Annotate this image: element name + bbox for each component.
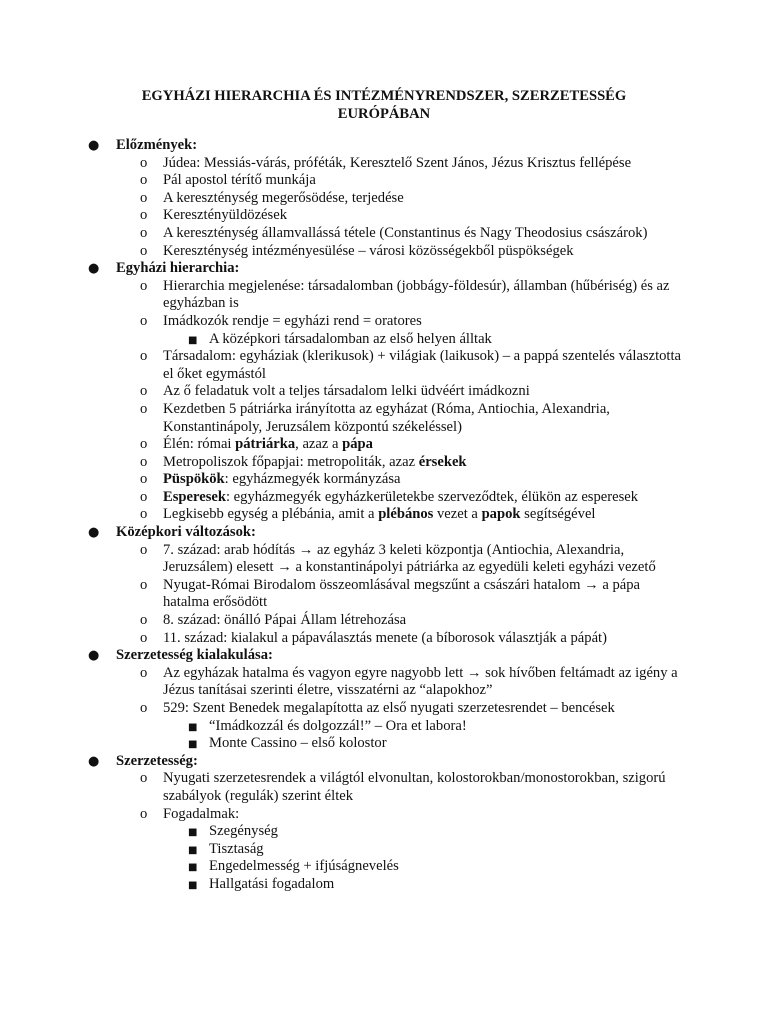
sub-item-text: Tisztaság	[209, 840, 264, 857]
list-item	[0, 577, 683, 612]
bullet-marker: ●	[88, 261, 100, 277]
bullet-marker: o	[140, 612, 148, 629]
item-text: Hierarchia megjelenése: társadalomban (jobbágy-földesúr), államban (hűbériség) és az egyházban is	[163, 277, 670, 312]
item-text: Metropoliszok főpapjai: metropoliták, azaz	[163, 453, 419, 470]
item-text: A kereszténység államvallássá tétele (Constantinus és Nagy Theodosius császárok)	[163, 224, 648, 241]
list-item	[0, 542, 683, 577]
item-text: Esperesek	[163, 488, 226, 505]
section-heading-text: Egyházi hierarchia:	[116, 260, 240, 277]
sub-item-text: A középkori társadalomban az első helyen álltak	[209, 330, 492, 347]
bullet-marker: ■	[188, 844, 198, 856]
bullet-marker: o	[140, 770, 148, 787]
list-item	[0, 489, 683, 507]
bullet-marker: o	[140, 172, 148, 189]
item-text: pátriárka	[235, 436, 296, 453]
bullet-marker: ■	[188, 721, 198, 733]
item-text: : egyházmegyék kormányzása	[224, 471, 401, 488]
bullet-marker: o	[140, 224, 148, 241]
bullet-marker: o	[140, 453, 148, 470]
bullet-marker: o	[140, 400, 148, 417]
bullet-marker: o	[140, 700, 148, 716]
sub-list-item	[0, 876, 679, 894]
item-text: papok	[481, 506, 521, 523]
list-item	[0, 401, 683, 436]
item-text: 7. század: arab hódítás → az egyház 3 keleti központja (Antiochia, Alexandria, Jeruzsálem) elesett → a konstantinápolyi pátriárka az egyedüli keleti egyházi vezető	[163, 541, 656, 576]
bullet-marker: o	[140, 189, 148, 206]
bullet-marker: o	[140, 312, 148, 329]
bullet-marker: ●	[88, 138, 100, 153]
bullet-marker: ●	[88, 648, 100, 664]
bullet-marker: o	[140, 207, 148, 224]
bullet-marker: o	[140, 664, 148, 681]
item-text: Püspökök	[163, 471, 225, 488]
sub-item-text: Hallgatási fogadalom	[209, 875, 335, 892]
sub-list-item	[0, 841, 679, 859]
item-text: Az egyházak hatalma és vagyon egyre nagyobb lett → sok hívőben feltámadt az igény a Jézus tanításai szerinti életre, visszatérni az “alapokhoz”	[163, 664, 678, 699]
list-item	[0, 436, 683, 454]
list-item	[0, 348, 683, 383]
item-text: , azaz a	[295, 436, 343, 453]
item-text: Kezdetben 5 pátriárka irányította az egyházat (Róma, Antiochia, Alexandria, Konstantinápoly, Jeruzsálem központú székeléssel)	[163, 400, 610, 435]
list-item	[0, 700, 683, 718]
sub-item-text: “Imádkozzál és dolgozzál!” – Ora et labora!	[209, 717, 467, 734]
list-item	[0, 630, 683, 648]
item-text: Legkisebb egység a plébánia, amit a	[163, 506, 379, 523]
item-text: : egyházmegyék egyházkerületekbe szerveződtek, élükön az esperesek	[225, 488, 639, 505]
list-item	[0, 313, 683, 331]
item-text: vezet a	[433, 506, 482, 523]
item-text: plébános	[378, 506, 434, 523]
item-text: Kereszténység intézményesülése – városi közösségekből püspökségek	[163, 242, 574, 259]
document-title: EGYHÁZI HIERARCHIA ÉS INTÉZMÉNYRENDSZER, SZERZETESSÉG EURÓPÁBAN	[141, 88, 627, 122]
bullet-marker: ●	[88, 525, 100, 541]
list-item	[0, 770, 683, 805]
bullet-marker: ■	[188, 862, 198, 874]
sub-list-item	[0, 718, 679, 736]
list-item	[0, 471, 683, 489]
section-heading	[0, 260, 676, 278]
sub-item-text: Engedelmesség + ifjúságnevelés	[209, 858, 399, 875]
item-text: A kereszténység megerősödése, terjedése	[163, 189, 404, 206]
item-text: Élén: római	[163, 436, 236, 453]
item-text: Nyugati szerzetesrendek a világtól elvonultan, kolostorokban/monostorokban, szigorú szabályok (regulák) szerint éltek	[163, 770, 666, 804]
item-text: Fogadalmak:	[163, 805, 240, 822]
list-item	[0, 172, 683, 190]
item-text: Júdea: Messiás-várás, próféták, Keresztelő Szent János, Jézus Krisztus fellépése	[163, 154, 632, 171]
item-text: 8. század: önálló Pápai Állam létrehozása	[163, 612, 407, 629]
item-text: Imádkozók rendje = egyházi rend = oratores	[163, 312, 422, 329]
item-text: segítségével	[520, 506, 596, 523]
item-text: pápa	[342, 436, 373, 453]
list-item	[0, 612, 683, 630]
sub-item-text: Szegénység	[209, 823, 278, 840]
item-text: Az ő feladatuk volt a teljes társadalom lelki üdvéért imádkozni	[163, 383, 530, 400]
section-heading-text: Középkori változások:	[116, 524, 256, 541]
section-heading	[0, 753, 676, 771]
item-text: Keresztényüldözések	[163, 207, 287, 224]
bullet-marker: o	[140, 541, 148, 558]
bullet-marker: o	[140, 471, 148, 488]
item-text: Pál apostol térítő munkája	[163, 172, 316, 189]
bullet-marker: o	[140, 805, 148, 822]
section-heading-text: Szerzetesség:	[116, 752, 198, 769]
bullet-marker: o	[140, 154, 148, 171]
item-text: 529: Szent Benedek megalapította az első nyugati szerzetesrendet – bencések	[163, 700, 615, 716]
list-item	[0, 190, 683, 208]
bullet-marker: ■	[188, 827, 198, 839]
list-item	[0, 806, 683, 824]
list-item	[0, 506, 683, 524]
list-item	[0, 278, 683, 313]
bullet-marker: ■	[188, 334, 198, 346]
list-item	[0, 383, 683, 401]
item-text: Társadalom: egyháziak (klerikusok) + világiak (laikusok) – a pappá szentelés választotta el őket egymástól	[163, 348, 682, 382]
item-text: 11. század: kialakul a pápaválasztás menete (a bíborosok választják a pápát)	[163, 629, 607, 646]
bullet-marker: o	[140, 506, 148, 523]
bullet-marker: o	[140, 576, 148, 593]
sub-list-item	[0, 858, 679, 876]
sub-list-item	[0, 823, 679, 841]
sub-list-item	[0, 735, 679, 753]
bullet-marker: o	[140, 488, 148, 505]
outline-list	[0, 137, 768, 894]
item-text: érsekek	[418, 453, 467, 470]
bullet-marker: ■	[188, 739, 198, 751]
bullet-marker: ●	[88, 753, 100, 769]
section-heading	[0, 647, 676, 665]
bullet-marker: ■	[188, 879, 198, 891]
bullet-marker: o	[140, 383, 148, 400]
list-item	[0, 225, 683, 243]
list-item	[0, 454, 683, 472]
sub-item-text: Monte Cassino – első kolostor	[209, 735, 387, 752]
list-item	[0, 243, 683, 261]
bullet-marker: o	[140, 242, 148, 259]
section-heading	[0, 524, 676, 542]
bullet-marker: o	[140, 629, 148, 646]
sub-list-item	[0, 331, 679, 349]
bullet-marker: o	[140, 436, 148, 453]
section-heading-text: Szerzetesség kialakulása:	[116, 647, 273, 664]
bullet-marker: o	[140, 277, 148, 294]
section-heading-text: Előzmények:	[116, 137, 198, 153]
bullet-marker: o	[140, 348, 148, 365]
section-heading	[0, 137, 676, 155]
list-item	[0, 207, 683, 225]
item-text: Nyugat-Római Birodalom összeomlásával megszűnt a császári hatalom → a pápa hatalma erősödött	[163, 576, 640, 611]
list-item	[0, 155, 683, 173]
list-item	[0, 665, 683, 700]
